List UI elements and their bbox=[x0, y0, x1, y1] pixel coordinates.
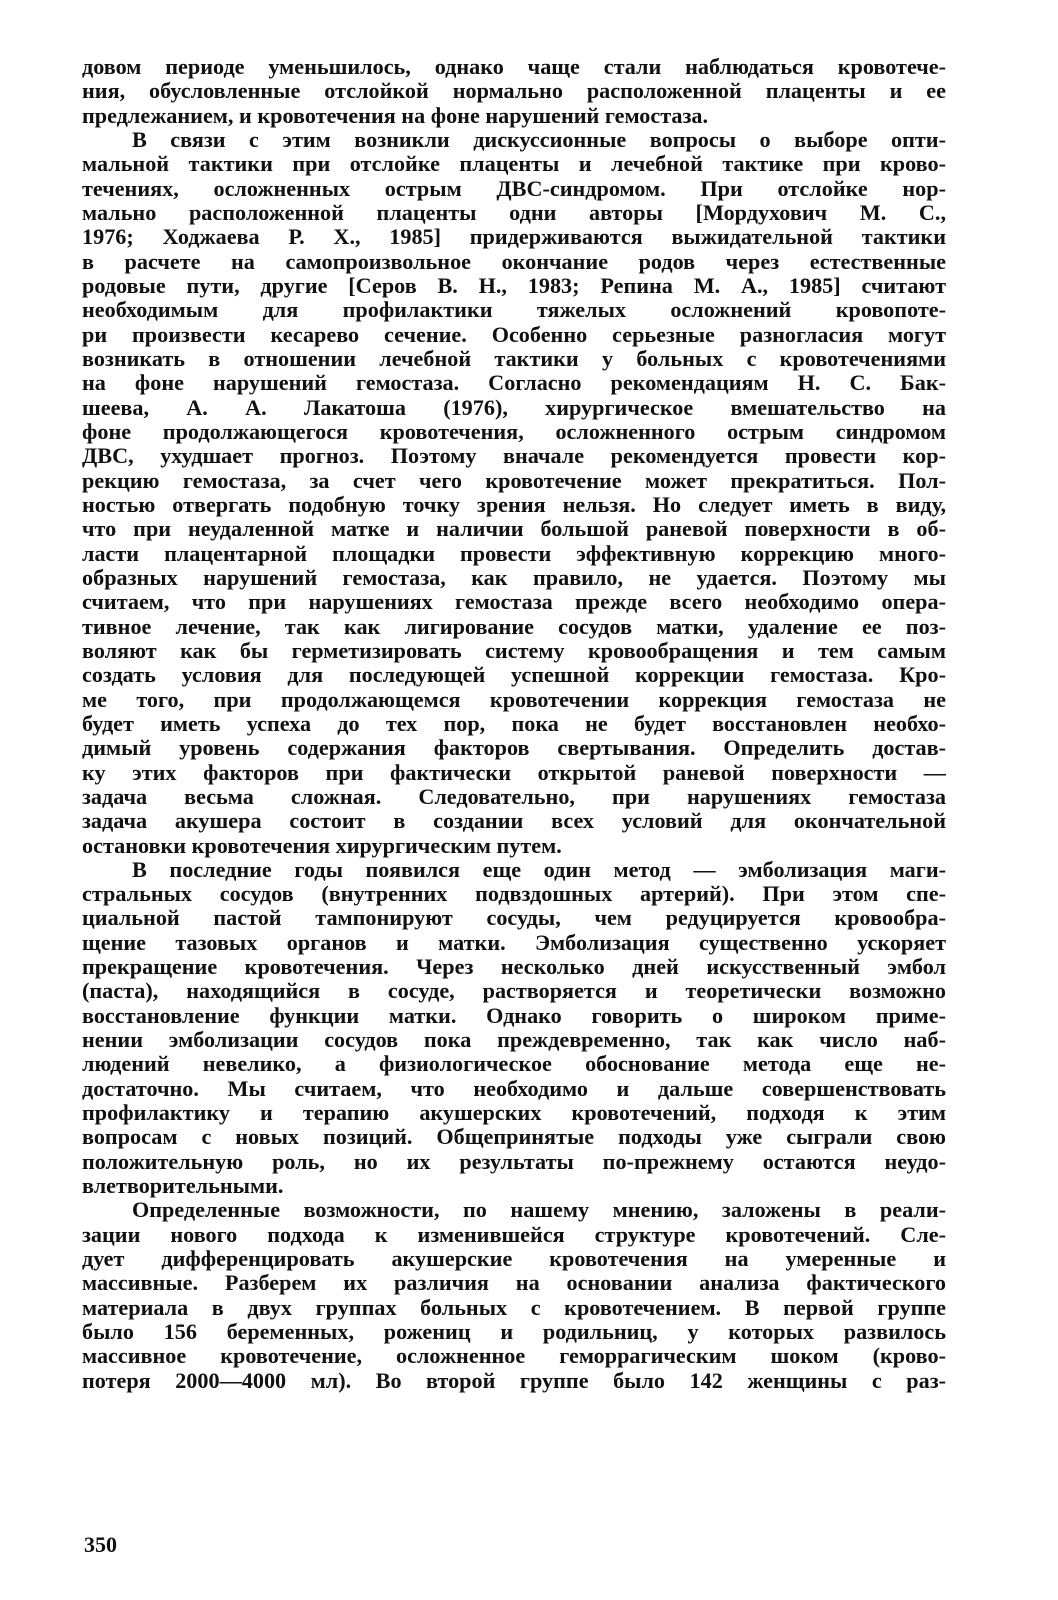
text-line: достаточно. Мы считаем, что необходимо и дальше совершенствовать bbox=[82, 1075, 946, 1101]
text-line: течениях, осложненных острым ДВС-синдромом. При отслойке нор- bbox=[82, 175, 946, 201]
text-line: на фоне нарушений гемостаза. Согласно рекомендациям Н. С. Бак- bbox=[82, 370, 946, 396]
text-line: щение тазовых органов и матки. Эмболизация существенно ускоряет bbox=[82, 929, 946, 955]
text-line: было 156 беременных, рожениц и родильниц, у которых развилось bbox=[82, 1319, 946, 1345]
text-line: задача весьма сложная. Следовательно, при нарушениях гемостаза bbox=[82, 783, 946, 809]
paragraph bbox=[82, 55, 946, 128]
text-line: ностью отвергать подобную точку зрения нельзя. Но следует иметь в виду, bbox=[82, 491, 946, 517]
text-line: 1976; Ходжаева Р. Х., 1985] придерживаются выжидательной тактики bbox=[82, 224, 946, 250]
text-line: необходимым для профилактики тяжелых осложнений кровопоте- bbox=[82, 297, 946, 323]
text-line: образных нарушений гемостаза, как правило, не удается. Поэтому мы bbox=[82, 564, 946, 590]
text-line: шеева, А. А. Лакатоша (1976), хирургическое вмешательство на bbox=[82, 394, 946, 420]
text-line: ДВС, ухудшает прогноз. Поэтому вначале рекомендуется провести кор- bbox=[82, 443, 946, 469]
text-line: тивное лечение, так как лигирование сосудов матки, удаление ее поз- bbox=[82, 613, 946, 639]
text-line: рекцию гемостаза, за счет чего кровотечение может прекратиться. Пол- bbox=[82, 467, 946, 493]
text-line: мально расположенной плаценты одни авторы [Мордухович М. С., bbox=[82, 199, 946, 225]
text-line: ласти плацентарной площадки провести эффективную коррекцию много- bbox=[82, 540, 946, 566]
text-line: зации нового подхода к изменившейся структуре кровотечений. Сле- bbox=[82, 1221, 946, 1247]
text-line: (паста), находящийся в сосуде, растворяется и теоретически возможно bbox=[82, 978, 946, 1004]
text-line: родовые пути, другие [Серов В. Н., 1983; Репина М. А., 1985] считают bbox=[82, 272, 946, 298]
text-line: прекращение кровотечения. Через несколько дней искусственный эмбол bbox=[82, 954, 946, 980]
text-line: фоне продолжающегося кровотечения, осложненного острым синдромом bbox=[82, 418, 946, 444]
text-line: будет иметь успеха до тех пор, пока не будет восстановлен необхо- bbox=[82, 710, 946, 736]
text-line: массивные. Разберем их различия на основании анализа фактического bbox=[82, 1270, 946, 1296]
text-line: мальной тактики при отслойке плаценты и лечебной тактике при крово- bbox=[82, 151, 946, 177]
text-line: влетворительными. bbox=[82, 1173, 284, 1199]
text-line: В связи с этим возникли дискуссионные вопросы о выборе опти- bbox=[132, 126, 946, 152]
text-line: нении эмболизации сосудов пока преждевременно, так как число наб- bbox=[82, 1027, 946, 1053]
text-line: задача акушера состоит в создании всех условий для окончательной bbox=[82, 808, 946, 834]
text-line: потеря 2000—4000 мл). Во второй группе было 142 женщины с раз- bbox=[82, 1367, 946, 1393]
paragraph bbox=[82, 128, 946, 858]
text-line: остановки кровотечения хирургическим путем. bbox=[82, 832, 562, 858]
text-line: циальной пастой тампонируют сосуды, чем редуцируется кровообра- bbox=[82, 905, 946, 931]
text-line: профилактику и терапию акушерских кровотечений, подходя к этим bbox=[82, 1100, 946, 1126]
text-line: положительную роль, но их результаты по-прежнему остаются неудо- bbox=[82, 1148, 946, 1174]
paragraph bbox=[82, 858, 946, 1199]
text-line: димый уровень содержания факторов свертывания. Определить достав- bbox=[82, 735, 946, 761]
text-line: вопросам с новых позиций. Общепринятые подходы уже сыграли свою bbox=[82, 1124, 946, 1150]
text-line: создать условия для последующей успешной коррекции гемостаза. Кро- bbox=[82, 662, 946, 688]
text-line: ку этих факторов при фактически открытой раневой поверхности — bbox=[82, 759, 946, 785]
text-line: восстановление функции матки. Однако говорить о широком приме- bbox=[82, 1002, 946, 1028]
text-line: ме того, при продолжающемся кровотечении коррекция гемостаза не bbox=[82, 686, 946, 712]
text-line: стральных сосудов (внутренних подвздошных артерий). При этом спе- bbox=[82, 881, 946, 907]
text-line: возникать в отношении лечебной тактики у больных с кровотечениями bbox=[82, 345, 946, 371]
text-line: массивное кровотечение, осложненное геморрагическим шоком (крово- bbox=[82, 1343, 946, 1369]
text-line: людений невелико, а физиологическое обоснование метода еще не- bbox=[82, 1051, 946, 1077]
text-line: материала в двух группах больных с кровотечением. В первой группе bbox=[82, 1294, 946, 1320]
text-line: довом периоде уменьшилось, однако чаще стали наблюдаться кровотече- bbox=[82, 54, 946, 79]
text-line: дует дифференцировать акушерские кровотечения на умеренные и bbox=[82, 1246, 946, 1272]
text-line: предлежанием, и кровотечения на фоне нарушений гемостаза. bbox=[82, 102, 709, 128]
text-line: Определенные возможности, по нашему мнению, заложены в реали- bbox=[132, 1197, 946, 1223]
text-line: в расчете на самопроизвольное окончание родов через естественные bbox=[82, 248, 946, 274]
page-number: 350 bbox=[84, 1532, 117, 1557]
text-line: считаем, что при нарушениях гемостаза прежде всего необходимо опера- bbox=[82, 589, 946, 615]
text-line: воляют как бы герметизировать систему кровообращения и тем самым bbox=[82, 637, 946, 663]
text-line: что при неудаленной матке и наличии большой раневой поверхности в об- bbox=[82, 516, 946, 542]
text-line: В последние годы появился еще один метод — эмболизация маги- bbox=[132, 856, 946, 882]
text-line: ри произвести кесарево сечение. Особенно серьезные разногласия могут bbox=[82, 321, 946, 347]
paragraph bbox=[82, 1198, 946, 1393]
text-line: ния, обусловленные отслойкой нормально расположенной плаценты и ее bbox=[82, 78, 946, 104]
body-text bbox=[82, 55, 946, 1393]
